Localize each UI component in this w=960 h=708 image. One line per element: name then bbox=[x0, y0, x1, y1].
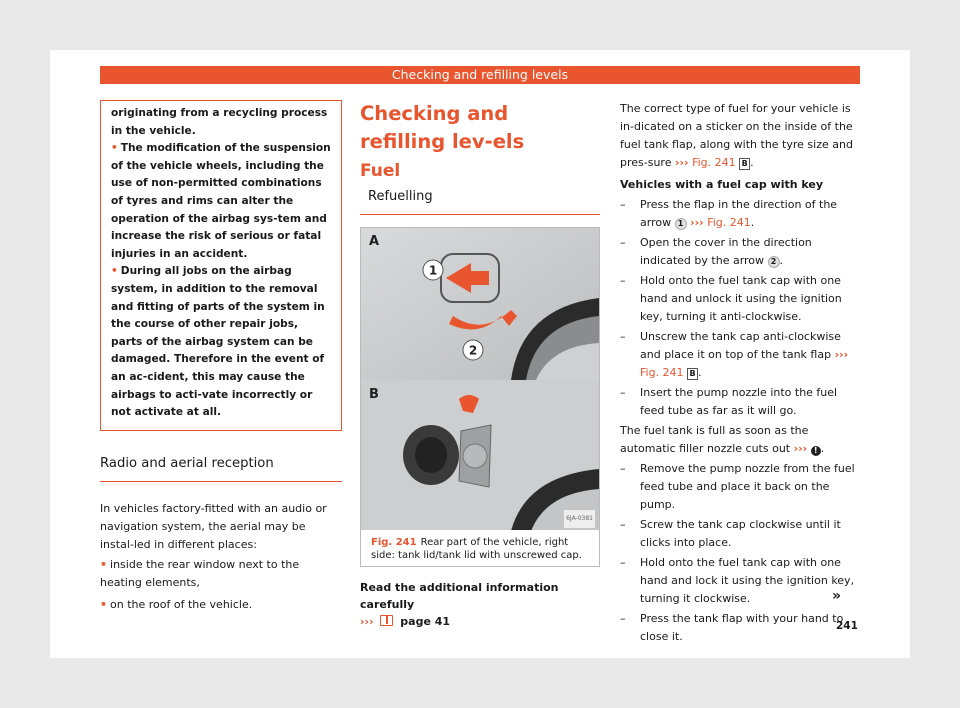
warning-icon: ! bbox=[811, 446, 821, 456]
bullet-icon: • bbox=[100, 597, 108, 611]
page-title: Checking and refilling lev-els bbox=[360, 102, 525, 153]
bullet-icon: • bbox=[111, 265, 118, 278]
full-note: The fuel tank is full as soon as the automatic filler nozzle cuts out ››› ! . bbox=[620, 424, 825, 455]
figure-reference-link[interactable]: Fig. 241 bbox=[692, 156, 736, 169]
middle-column bbox=[360, 98, 600, 630]
warning-intro: originating from a recycling process in the vehicle. bbox=[111, 107, 328, 137]
figure-code: 6JA-0381 bbox=[564, 510, 595, 528]
continue-marker: » bbox=[832, 588, 842, 604]
figure-reference-link[interactable]: Fig. 241 bbox=[640, 366, 684, 379]
car-tank-flap-illustration bbox=[361, 228, 599, 380]
subsubtitle: Refuelling bbox=[360, 188, 600, 215]
figure-panel-b bbox=[361, 380, 599, 530]
figure bbox=[360, 227, 600, 567]
page-header bbox=[100, 66, 860, 84]
book-icon bbox=[380, 615, 393, 626]
left-column bbox=[100, 100, 342, 614]
warning-box bbox=[100, 100, 342, 431]
subtitle: Fuel bbox=[360, 161, 401, 181]
step-item: – Screw the tank cap clockwise until it clicks into place. bbox=[620, 518, 841, 549]
list-item: • inside the rear window next to the heating elements, bbox=[100, 557, 300, 589]
step-item: – Insert the pump nozzle into the fuel feed tube as far as it will go. bbox=[620, 386, 838, 417]
reference-arrows: ››› bbox=[674, 156, 689, 169]
page-reference-link[interactable]: page 41 bbox=[400, 615, 451, 628]
callout-1: 1 bbox=[428, 263, 438, 278]
arrow-number-marker: 2 bbox=[768, 256, 780, 268]
warning-item: • The modification of the suspension of the vehicle wheels, including the use of non-permitted combinations of tyres and rims can alter the operation of the airbag sys-tem and increase the risk of serious or fatal injuries in an accident. bbox=[111, 142, 331, 260]
section-title: Radio and aerial reception bbox=[100, 455, 342, 482]
open-tank-cap-illustration bbox=[361, 381, 599, 530]
step-item: – Hold onto the fuel tank cap with one hand and lock it using the ignition key, turning it clockwise. bbox=[620, 556, 855, 605]
page-number: 241 bbox=[836, 620, 858, 632]
bullet-icon: • bbox=[111, 142, 118, 155]
figure-letter-a: A bbox=[369, 234, 380, 249]
figure-letter-b: B bbox=[369, 387, 379, 402]
right-column bbox=[620, 100, 860, 646]
figure-caption bbox=[361, 530, 599, 566]
figure-panel-a bbox=[361, 228, 599, 380]
figure-panel-marker: B bbox=[687, 368, 698, 380]
step-item: – Press the flap in the direction of the arrow 1 ››› Fig. 241. bbox=[620, 198, 838, 229]
figure-reference-link[interactable]: Fig. 241 bbox=[707, 216, 751, 229]
step-item: – Remove the pump nozzle from the fuel feed tube and place it back on the pump. bbox=[620, 462, 855, 511]
bullet-icon: • bbox=[100, 557, 108, 571]
arrow-number-marker: 1 bbox=[675, 218, 687, 230]
section-body: In vehicles factory-fitted with an audio or navigation system, the aerial may be instal-led in different places: bbox=[100, 501, 327, 551]
step-item: – Press the tank flap with your hand to close it. bbox=[620, 612, 844, 643]
procedure-heading: Vehicles with a fuel cap with key bbox=[620, 178, 824, 191]
intro-paragraph: The correct type of fuel for your vehicle is in-dicated on a sticker on the inside of the fuel tank flap, along with the tyre size and pres-sure ››› Fig. 241 B . bbox=[620, 102, 853, 169]
callout-2: 2 bbox=[468, 343, 478, 358]
figure-caption-text: Rear part of the vehicle, right side: tank lid/tank lid with unscrewed cap. bbox=[371, 537, 582, 561]
read-more-note: Read the additional information carefully ››› page 41 bbox=[360, 581, 559, 628]
list-item: • on the roof of the vehicle. bbox=[100, 597, 253, 611]
step-item: – Open the cover in the direction indicated by the arrow 2 . bbox=[620, 236, 812, 267]
step-item: – Hold onto the fuel tank cap with one hand and unlock it using the ignition key, turning it anti-clockwise. bbox=[620, 274, 842, 323]
header-title: Checking and refilling levels bbox=[391, 67, 569, 82]
figure-panel-marker: B bbox=[739, 158, 750, 170]
figure-label: Fig. 241 bbox=[371, 537, 417, 548]
reference-arrows: ››› bbox=[360, 615, 374, 628]
step-item: – Unscrew the tank cap anti-clockwise and place it on top of the tank flap ››› Fig. 241 B . bbox=[620, 330, 849, 379]
warning-item: • During all jobs on the airbag system, in addition to the removal and fitting of parts of the system in the course of other repair jobs, parts of the airbag system can be damaged. Therefore in the event of an ac-cident, this may cause the airbags to acti-vate incorrectly or not activate at all. bbox=[111, 265, 325, 419]
